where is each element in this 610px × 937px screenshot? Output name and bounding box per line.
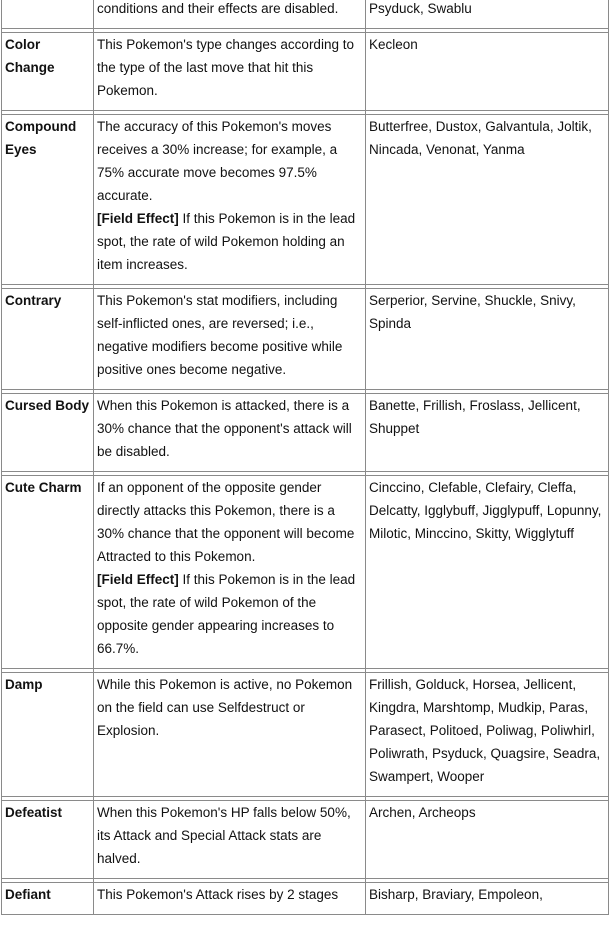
field-effect-label: [Field Effect] — [97, 211, 179, 226]
table-row — [2, 801, 609, 879]
ability-pokemon: Cinccino, Clefable, Clefairy, Cleffa, Delcatty, Igglybuff, Jigglypuff, Lopunny, Milotic, Minccino, Skitty, Wigglytuff — [366, 476, 609, 669]
field-effect-label: [Field Effect] — [97, 572, 179, 587]
table-row — [2, 33, 609, 111]
ability-pokemon: Banette, Frillish, Froslass, Jellicent, Shuppet — [366, 394, 609, 472]
ability-name: Defiant — [2, 883, 94, 915]
ability-effect: When this Pokemon's HP falls below 50%, its Attack and Special Attack stats are halved. — [94, 801, 366, 879]
table-row — [2, 883, 609, 915]
ability-name: Defeatist — [2, 801, 94, 879]
ability-effect: conditions and their effects are disabled. — [94, 0, 366, 29]
table-row — [2, 476, 609, 669]
ability-name: Color Change — [2, 33, 94, 111]
ability-pokemon: Frillish, Golduck, Horsea, Jellicent, Kingdra, Marshtomp, Mudkip, Paras, Parasect, Politoed, Poliwag, Poliwhirl, Poliwrath, Psyduck, Quagsire, Seadra, Swampert, Wooper — [366, 673, 609, 797]
ability-effect: While this Pokemon is active, no Pokemon on the field can use Selfdestruct or Explosion. — [94, 673, 366, 797]
ability-pokemon: Butterfree, Dustox, Galvantula, Joltik, Nincada, Venonat, Yanma — [366, 115, 609, 285]
ability-effect: This Pokemon's stat modifiers, including self-inflicted ones, are reversed; i.e., negative modifiers become positive while positive ones become negative. — [94, 289, 366, 390]
ability-pokemon: Kecleon — [366, 33, 609, 111]
ability-pokemon: Serperior, Servine, Shuckle, Snivy, Spinda — [366, 289, 609, 390]
ability-effect: This Pokemon's Attack rises by 2 stages — [94, 883, 366, 915]
ability-effect — [94, 115, 366, 285]
ability-effect: When this Pokemon is attacked, there is a 30% chance that the opponent's attack will be disabled. — [94, 394, 366, 472]
table-row — [2, 394, 609, 472]
table-row — [2, 289, 609, 390]
abilities-table — [1, 0, 609, 915]
ability-pokemon: Psyduck, Swablu — [366, 0, 609, 29]
ability-name: Cute Charm — [2, 476, 94, 669]
ability-pokemon: Bisharp, Braviary, Empoleon, — [366, 883, 609, 915]
ability-name: Contrary — [2, 289, 94, 390]
table-row — [2, 115, 609, 285]
ability-name: Compound Eyes — [2, 115, 94, 285]
ability-pokemon: Archen, Archeops — [366, 801, 609, 879]
table-row — [2, 673, 609, 797]
table-row — [2, 0, 609, 29]
effect-text: The accuracy of this Pokemon's moves receives a 30% increase; for example, a 75% accurate move becomes 97.5% accurate. — [97, 119, 338, 203]
ability-name — [2, 0, 94, 29]
ability-name: Damp — [2, 673, 94, 797]
field-effect-text: If this Pokemon is in the lead spot, the rate of wild Pokemon of the opposite gender appearing increases to 66.7%. — [97, 572, 356, 656]
effect-text: If an opponent of the opposite gender directly attacks this Pokemon, there is a 30% chance that the opponent will become Attracted to this Pokemon. — [97, 480, 355, 564]
ability-effect: This Pokemon's type changes according to the type of the last move that hit this Pokemon. — [94, 33, 366, 111]
ability-effect — [94, 476, 366, 669]
ability-name: Cursed Body — [2, 394, 94, 472]
field-effect-text: If this Pokemon is in the lead spot, the rate of wild Pokemon holding an item increases. — [97, 211, 356, 272]
